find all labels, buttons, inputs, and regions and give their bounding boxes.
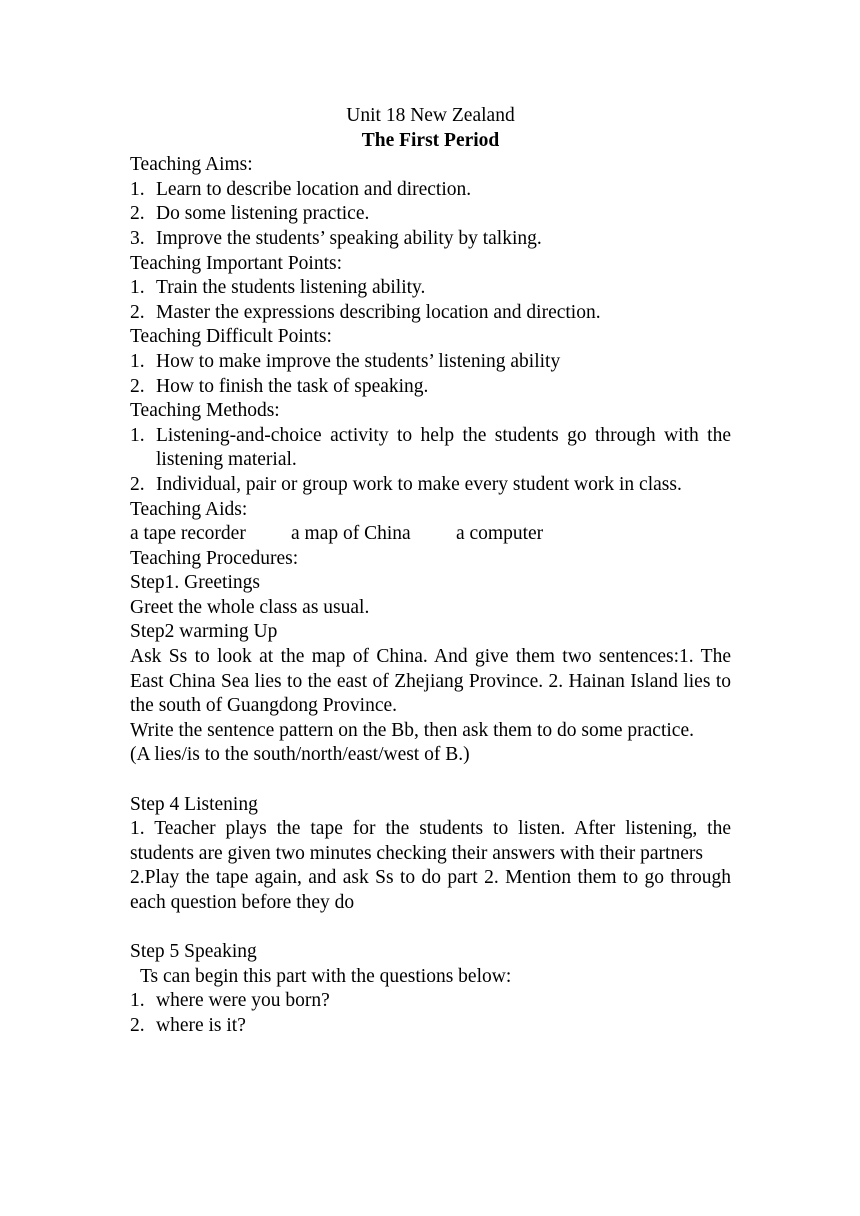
step5-question <box>130 1014 731 1039</box>
item-number: 1. <box>130 424 145 446</box>
item-number: 2. <box>130 203 145 225</box>
important-item <box>130 301 731 326</box>
item-text: Learn to describe location and direction. <box>156 178 472 200</box>
item-number: 1. <box>130 990 145 1012</box>
methods-heading: Teaching Methods: <box>130 400 280 422</box>
item-text: where is it? <box>156 1014 246 1036</box>
item-number: 2. <box>130 473 145 495</box>
item-number: 2. <box>130 301 145 323</box>
step4-title: Step 4 Listening <box>130 793 258 815</box>
step4-paragraph: 2.Play the tape again, and ask Ss to do part 2. Mention them to go through each question before they do <box>130 867 731 913</box>
important-item <box>130 276 731 301</box>
difficult-item <box>130 375 731 400</box>
step2-paragraph: Write the sentence pattern on the Bb, then ask them to do some practice. <box>130 719 694 741</box>
item-text: where were you born? <box>156 990 330 1012</box>
item-text: How to finish the task of speaking. <box>156 375 429 397</box>
step2-pattern: (A lies/is to the south/north/east/west of B.) <box>130 744 470 766</box>
difficult-item <box>130 350 731 375</box>
step5-title: Step 5 Speaking <box>130 941 257 963</box>
step2-paragraph: Ask Ss to look at the map of China. And give them two sentences:1. The East China Sea lies to the east of Zhejiang Province. 2. Hainan Island lies to the south of Guangdong Province. <box>130 646 731 717</box>
item-text: How to make improve the students’ listening ability <box>156 350 561 372</box>
step4-paragraph: 1. Teacher plays the tape for the students to listen. After listening, the students are given two minutes checking their answers with their partners <box>130 818 731 864</box>
period-title: The First Period <box>361 129 500 151</box>
aims-item <box>130 178 731 203</box>
item-number: 1. <box>130 178 145 200</box>
step2-title: Step2 warming Up <box>130 621 278 643</box>
item-number: 3. <box>130 227 145 249</box>
aids-heading: Teaching Aids: <box>130 498 248 520</box>
difficult-heading: Teaching Difficult Points: <box>130 326 332 348</box>
item-text: Do some listening practice. <box>156 203 370 225</box>
item-text: Improve the students’ speaking ability by talking. <box>156 227 542 249</box>
aid-item: a map of China <box>291 523 411 545</box>
aims-heading: Teaching Aims: <box>130 154 253 176</box>
blank-line <box>130 916 731 941</box>
aid-item: a computer <box>456 523 544 545</box>
procedures-heading: Teaching Procedures: <box>130 547 299 569</box>
step5-intro: Ts can begin this part with the questions below: <box>140 965 512 987</box>
unit-title: Unit 18 New Zealand <box>346 105 515 126</box>
item-number: 2. <box>130 1014 145 1036</box>
step1-title: Step1. Greetings <box>130 572 260 594</box>
item-text: Individual, pair or group work to make every student work in class. <box>156 473 682 495</box>
item-number: 1. <box>130 350 145 372</box>
aids-list <box>130 522 731 547</box>
item-text: Listening-and-choice activity to help the students go through with the listening material. <box>156 424 731 471</box>
aims-item <box>130 202 731 227</box>
step1-text: Greet the whole class as usual. <box>130 596 370 618</box>
item-text: Train the students listening ability. <box>156 277 426 299</box>
item-text: Master the expressions describing location and direction. <box>156 301 601 323</box>
step5-question <box>130 989 731 1014</box>
item-number: 1. <box>130 277 145 299</box>
document-page <box>130 104 731 1039</box>
aid-item: a tape recorder <box>130 523 246 545</box>
blank-line <box>130 768 731 793</box>
aims-item <box>130 227 731 252</box>
item-number: 2. <box>130 375 145 397</box>
methods-item <box>130 424 731 473</box>
methods-item <box>130 473 731 498</box>
important-heading: Teaching Important Points: <box>130 252 343 274</box>
